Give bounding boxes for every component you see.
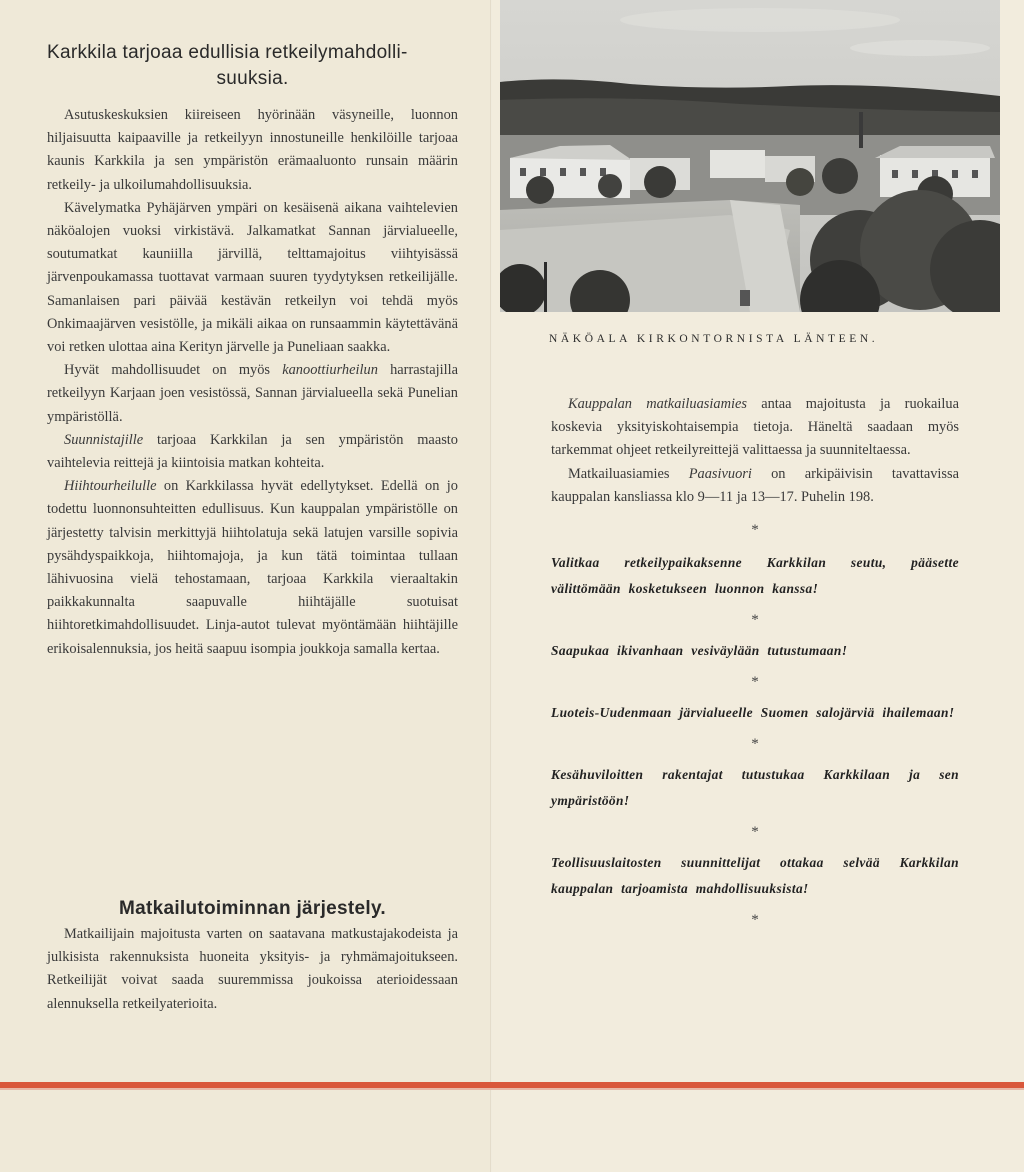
tourism-section	[47, 923, 458, 1016]
asterisk-separator: *	[751, 912, 759, 929]
section-title: Karkkila tarjoaa edullisia retkeilymahdolli-	[47, 42, 408, 63]
town-view-photo	[500, 0, 1000, 312]
paragraph-skiing: Hiihtourheilulle on Karkkilassa hyvät edellytykset. Edellä on jo todettu luonnonsuhteitten edullisuus. Kun kauppalan ympäristölle on järjestetty talvisin merkittyjä hiihtolatuja sekä latujen varsille sopivia pysähdyspaikkoja, hiihtomajoja, ja kun tätä toimintaa tullaan lähivuosina vielä tehostamaan, tarjoaa Karkkila vieraaltakin paikkakunnalta saapuvalle hiihtäjälle suotuisat hiihtoretkimahdollisuudet. Linja-autot tulevat myöntämään hiihtäjille erikoisalennuksia, jos heitä saapuu isompia joukkoja samalla kertaa.	[47, 478, 458, 657]
left-column	[47, 40, 458, 1012]
paragraph-orienteering: Suunnistajille tarjoaa Karkkilan ja sen ympäristön maasto vaihtelevia reittejä ja kiintoisia matkan kohteita.	[47, 431, 458, 472]
red-rule-shadow	[0, 1088, 1024, 1090]
paragraph-tourism-agent: Kauppalan matkailuasiamies antaa majoitusta ja ruokailua koskevia yksityiskohtaisempia tietoja. Häneltä saadaan myös tarkemmat ohjeet retkeilyreittejä valittaessa ja suunniteltaessa.	[551, 396, 959, 459]
asterisk-separator: *	[751, 824, 759, 841]
paragraph-contact: Matkailuasiamies Paasivuori on arkipäivisin tavattavissa kauppalan kansliassa klo 9—11 ja 13—17. Puhelin 198.	[551, 465, 959, 505]
slogan: Valitkaa retkeilypaikaksenne Karkkilan seutu, pääsette välittömään kosketukseen luonnon kanssa!	[551, 555, 959, 597]
paragraph-canoe: Hyvät mahdollisuudet on myös kanoottiurheilun harrastajilla retkeilyyn Karjaan joen vesistössä, Sannan järvialueella sekä Punelian ympäristöllä.	[47, 362, 458, 425]
asterisk-separator: *	[751, 522, 759, 539]
asterisk-separator: *	[751, 736, 759, 753]
photo-caption: NÄKÖALA KIRKONTORNISTA LÄNTEEN.	[549, 333, 879, 345]
section-heading-tourism: Matkailutoiminnan järjestely.	[118, 897, 387, 919]
paragraph-intro: Asutuskeskuksien kiireiseen hyörinään väsyneille, luonnon hiljaisuutta kaipaaville ja retkeilyyn innostuneille henkilöille tarjoaa kaunis Karkkila ja sen ympäristön erämaaluonto runsain määrin retkeily- ja ulkoilumahdollisuuksia.	[47, 107, 458, 193]
slogan: Teollisuuslaitosten suunnittelijat ottakaa selvää Karkkilan kauppalan tarjoamista mahdollisuuksista!	[551, 855, 959, 897]
paragraph-accommodation: Matkailijain majoitusta varten on saatavana matkustajakodeista ja julkisista rakennuksista huoneita yksityis- ja ryhmämajoitukseen. Retkeilijät voivat saada suuremmissa joukoissa aterioidessaan alennuksella retkeilyaterioita.	[47, 926, 458, 1012]
asterisk-separator: *	[751, 612, 759, 629]
slogan: Saapukaa ikivanhaan vesiväylään tutustumaan!	[551, 643, 848, 659]
left-page	[0, 0, 492, 1172]
section-title-cont: suuksia.	[216, 68, 289, 89]
slogan: Luoteis-Uudenmaan järvialueelle Suomen salojärviä ihailemaan!	[551, 705, 955, 721]
asterisk-separator: *	[751, 674, 759, 691]
right-column	[551, 393, 959, 932]
slogan: Kesähuviloitten rakentajat tutustukaa Karkkilaan ja sen ympäristöön!	[551, 767, 959, 809]
right-page	[492, 0, 1024, 1172]
paragraph-walking: Kävelymatka Pyhäjärven ympäri on kesäisenä aikana vaihtelevien näköalojen vuoksi virkistävä. Jalkamatkat Sannan järvialueelle, soutumatkat kauniilla järvillä, telttamajoitus viihtyisässä järvenpoukamassa tuottavat varmaan suuren tyydytyksen retkeilijälle. Samanlaisen pari päivää kestävän retkeilyn voi tehdä myös Onkimaajärven vesistölle, ja mikäli aikaa on runsaammin käytettävänä voi retken ulottaa aina Kerityn järvelle ja Puneliaan saakka.	[47, 199, 458, 356]
